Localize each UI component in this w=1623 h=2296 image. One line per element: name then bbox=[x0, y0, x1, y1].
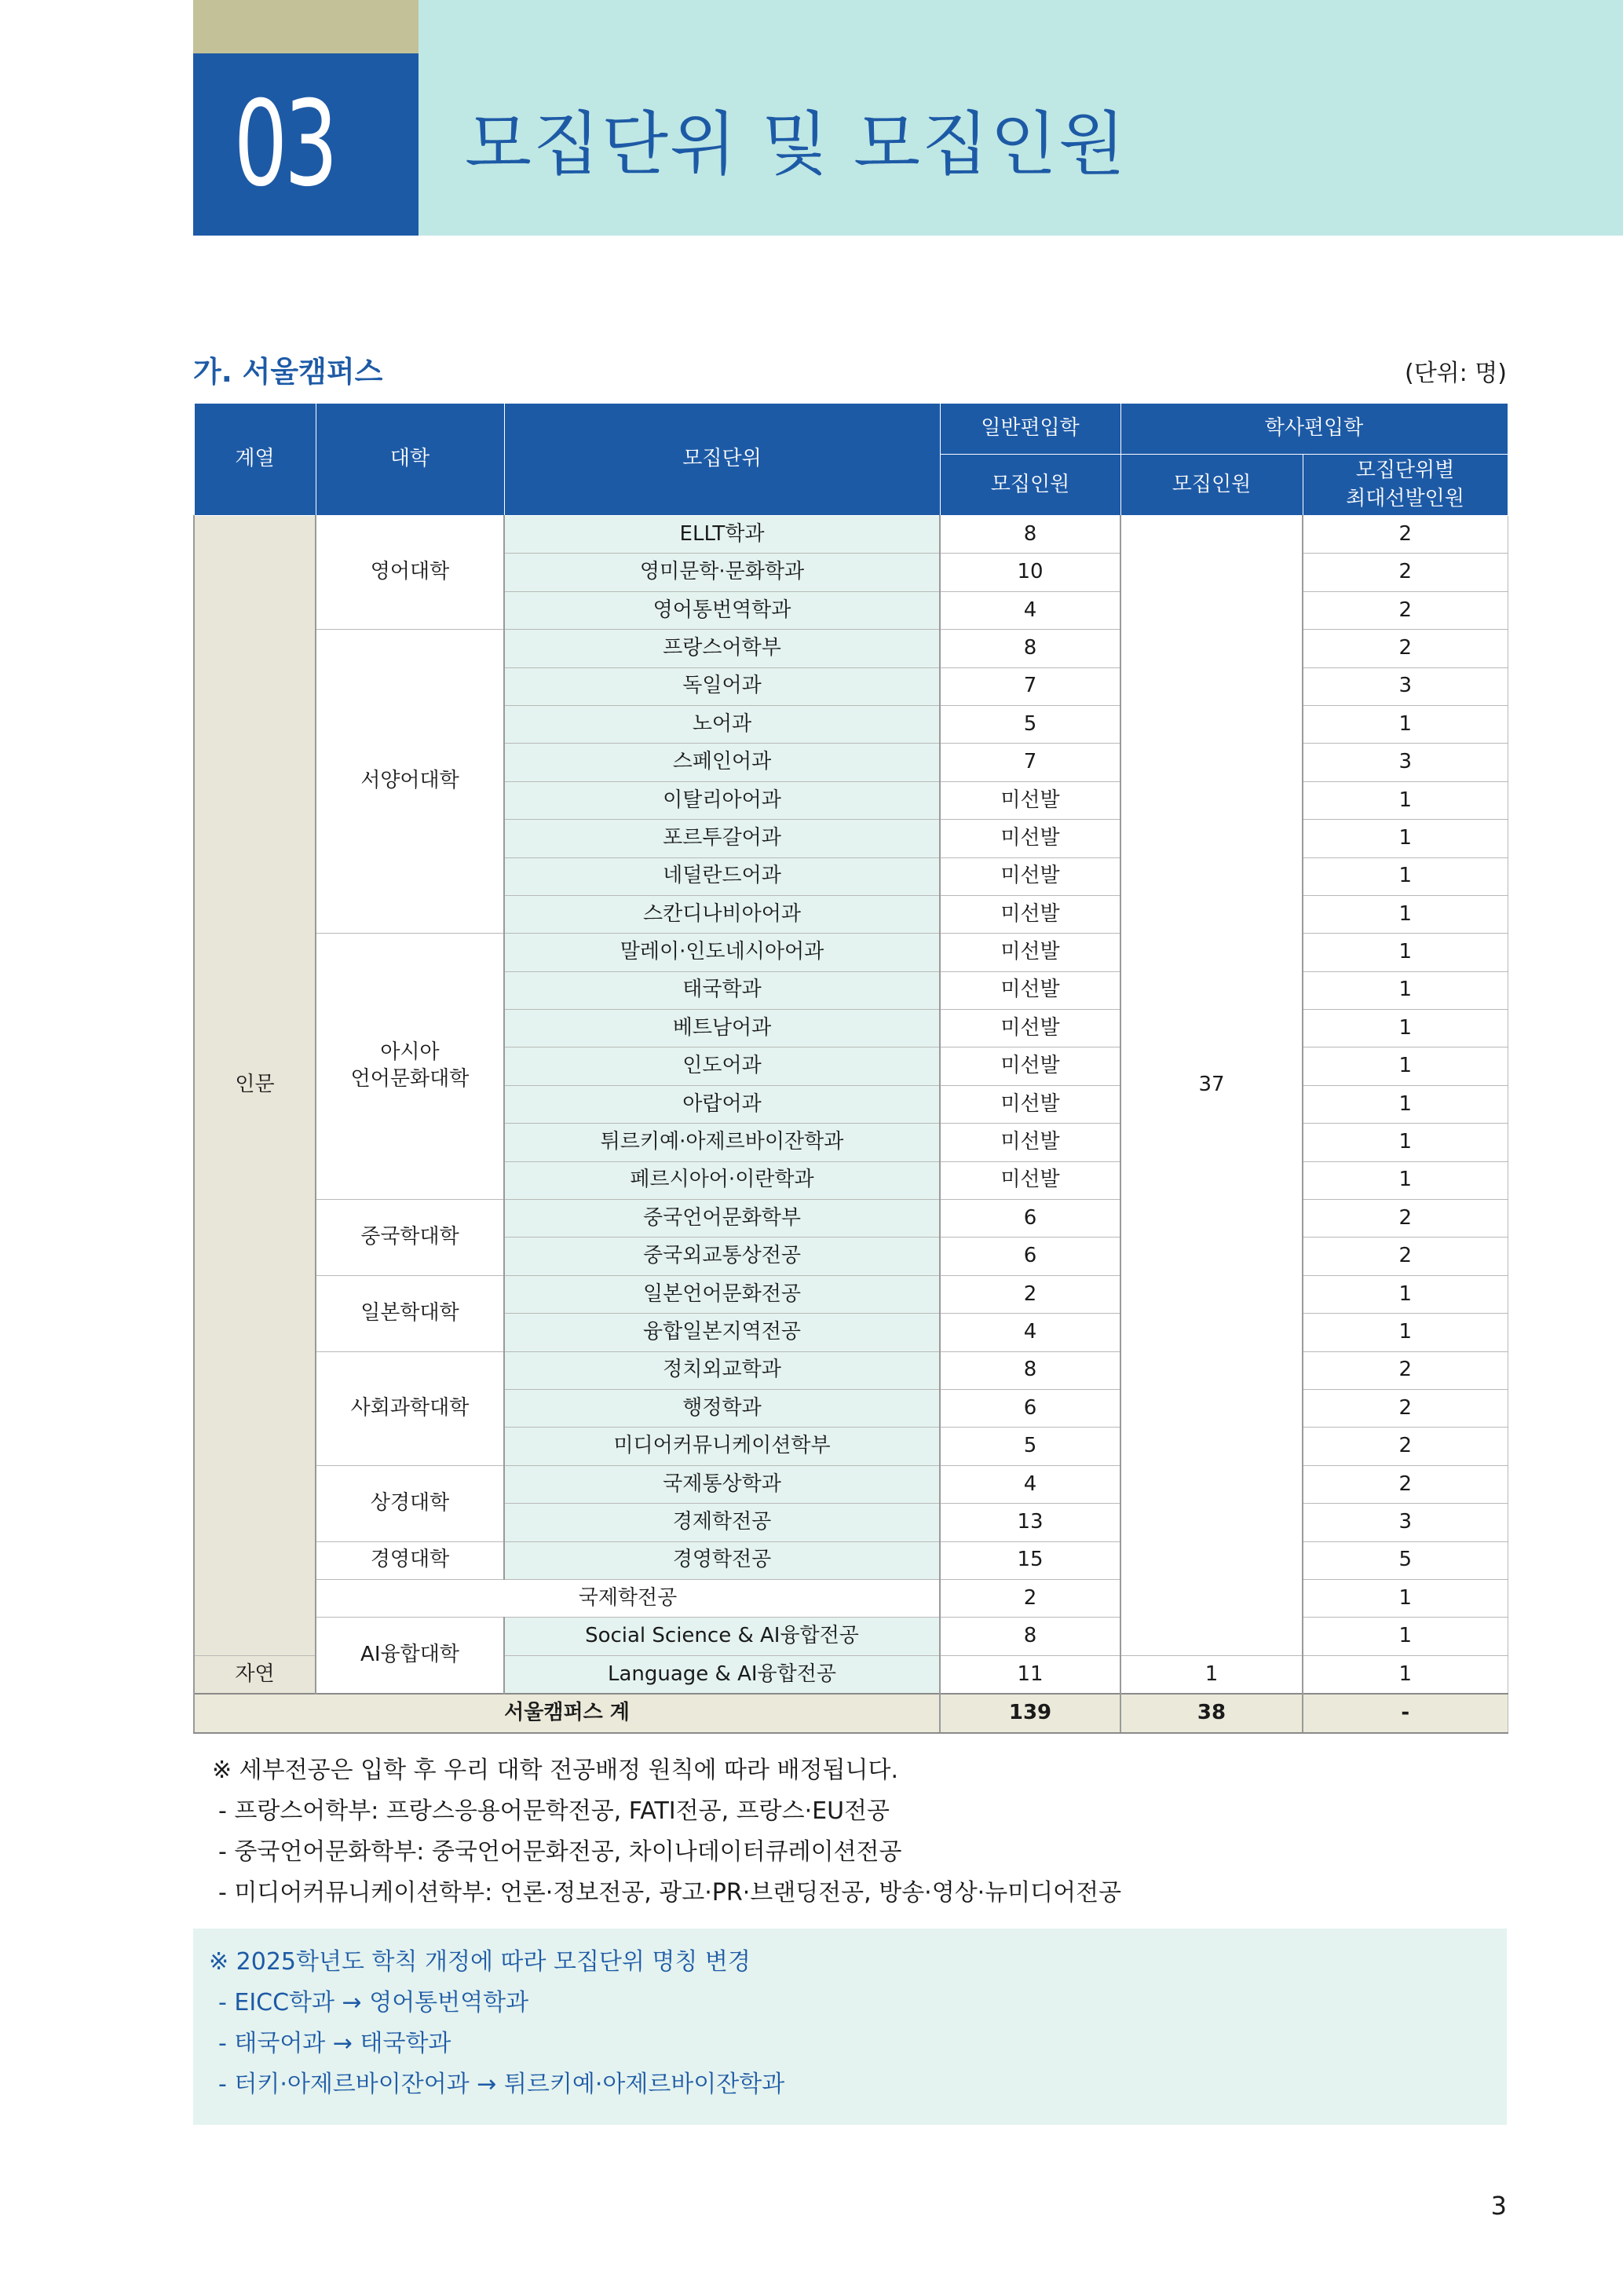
general-quota-cell: 13 bbox=[940, 1504, 1120, 1541]
general-quota-cell: 미선발 bbox=[940, 1161, 1120, 1199]
general-quota-cell: 6 bbox=[940, 1238, 1120, 1275]
unit-cell: 프랑스어학부 bbox=[504, 630, 940, 667]
max-per-unit-cell: 1 bbox=[1303, 895, 1508, 933]
general-quota-cell: 미선발 bbox=[940, 1010, 1120, 1047]
max-per-unit-cell: 1 bbox=[1303, 781, 1508, 819]
unit-cell: 이탈리아어과 bbox=[504, 781, 940, 819]
general-quota-cell: 미선발 bbox=[940, 1085, 1120, 1123]
header-max-per-unit: 모집단위별 최대선발인원 bbox=[1303, 455, 1508, 516]
college-cell: 상경대학 bbox=[316, 1465, 504, 1541]
max-per-unit-cell: 1 bbox=[1303, 1275, 1508, 1313]
header-general-quota: 모집인원 bbox=[940, 455, 1120, 516]
max-per-unit-cell: 1 bbox=[1303, 971, 1508, 1009]
unit-cell: 아랍어과 bbox=[504, 1085, 940, 1123]
unit-cell: 국제통상학과 bbox=[504, 1465, 940, 1503]
unit-cell: 독일어과 bbox=[504, 667, 940, 705]
unit-cell: 인도어과 bbox=[504, 1047, 940, 1085]
college-cell: 중국학대학 bbox=[316, 1200, 504, 1276]
general-quota-cell: 4 bbox=[940, 1314, 1120, 1351]
max-per-unit-cell: 2 bbox=[1303, 1428, 1508, 1465]
general-quota-cell: 8 bbox=[940, 1351, 1120, 1389]
max-per-unit-cell: 3 bbox=[1303, 744, 1508, 781]
bachelor-quota-cell: 1 bbox=[1120, 1655, 1303, 1694]
general-quota-cell: 2 bbox=[940, 1579, 1120, 1617]
general-quota-cell: 6 bbox=[940, 1389, 1120, 1427]
unit-cell: 행정학과 bbox=[504, 1389, 940, 1427]
max-per-unit-cell: 5 bbox=[1303, 1541, 1508, 1579]
general-quota-cell: 6 bbox=[940, 1200, 1120, 1238]
max-per-unit-cell: 2 bbox=[1303, 630, 1508, 667]
header-category: 계열 bbox=[194, 404, 316, 516]
total-general: 139 bbox=[940, 1694, 1120, 1732]
table-row bbox=[194, 1351, 1508, 1389]
total-bachelor: 38 bbox=[1120, 1694, 1303, 1732]
general-quota-cell: 10 bbox=[940, 554, 1120, 591]
max-per-unit-cell: 2 bbox=[1303, 1238, 1508, 1275]
notes-box-line: - 터키·아제르바이잔어과 → 튀르키예·아제르바이잔학과 bbox=[218, 2071, 785, 2098]
table-row bbox=[194, 516, 1508, 554]
category-cell: 자연 bbox=[194, 1655, 316, 1694]
unit-cell: 튀르키예·아제르바이잔학과 bbox=[504, 1124, 940, 1161]
table-row bbox=[194, 630, 1508, 667]
max-per-unit-cell: 2 bbox=[1303, 591, 1508, 629]
header-bachelor-quota: 모집인원 bbox=[1120, 455, 1303, 516]
unit-cell: 국제학전공 bbox=[316, 1579, 940, 1617]
quota-table bbox=[193, 403, 1508, 1734]
total-row bbox=[194, 1694, 1508, 1732]
table-row bbox=[194, 1200, 1508, 1238]
max-per-unit-cell: 1 bbox=[1303, 1618, 1508, 1655]
general-quota-cell: 8 bbox=[940, 1618, 1120, 1655]
unit-cell: 스페인어과 bbox=[504, 744, 940, 781]
general-quota-cell: 미선발 bbox=[940, 781, 1120, 819]
category-cell: 인문 bbox=[194, 516, 316, 1656]
general-quota-cell: 8 bbox=[940, 516, 1120, 554]
general-quota-cell: 미선발 bbox=[940, 1047, 1120, 1085]
header-general-transfer: 일반편입학 bbox=[940, 404, 1120, 455]
unit-cell: Language & AI융합전공 bbox=[504, 1655, 940, 1694]
max-per-unit-cell: 2 bbox=[1303, 1351, 1508, 1389]
max-per-unit-cell: 1 bbox=[1303, 820, 1508, 857]
general-quota-cell: 미선발 bbox=[940, 857, 1120, 895]
unit-cell: 정치외교학과 bbox=[504, 1351, 940, 1389]
section-title: 가. 서울캠퍼스 bbox=[193, 355, 383, 389]
total-max: - bbox=[1303, 1694, 1508, 1732]
note-line: - 미디어커뮤니케이션학부: 언론·정보전공, 광고·PR·브랜딩전공, 방송·영상·뉴미디어전공 bbox=[218, 1879, 1122, 1907]
unit-cell: 태국학과 bbox=[504, 971, 940, 1009]
notes-box-line: - EICC학과 → 영어통번역학과 bbox=[218, 1989, 529, 2016]
general-quota-cell: 4 bbox=[940, 591, 1120, 629]
college-cell: 서양어대학 bbox=[316, 630, 504, 934]
college-cell: 사회과학대학 bbox=[316, 1351, 504, 1465]
table-row bbox=[194, 934, 1508, 971]
general-quota-cell: 15 bbox=[940, 1541, 1120, 1579]
max-per-unit-cell: 1 bbox=[1303, 1161, 1508, 1199]
note-line: ※ 세부전공은 입학 후 우리 대학 전공배정 원칙에 따라 배정됩니다. bbox=[212, 1757, 898, 1784]
unit-cell: 말레이·인도네시아어과 bbox=[504, 934, 940, 971]
college-cell: 일본학대학 bbox=[316, 1275, 504, 1351]
max-per-unit-cell: 2 bbox=[1303, 1389, 1508, 1427]
max-per-unit-cell: 1 bbox=[1303, 1085, 1508, 1123]
unit-cell: 네덜란드어과 bbox=[504, 857, 940, 895]
table-row bbox=[194, 1618, 1508, 1655]
unit-cell: ELLT학과 bbox=[504, 516, 940, 554]
max-per-unit-cell: 3 bbox=[1303, 1504, 1508, 1541]
table-row bbox=[194, 1541, 1508, 1579]
unit-cell: Social Science & AI융합전공 bbox=[504, 1618, 940, 1655]
header-accent-bar bbox=[193, 0, 419, 53]
college-cell: 영어대학 bbox=[316, 516, 504, 630]
max-per-unit-cell: 1 bbox=[1303, 1314, 1508, 1351]
total-label: 서울캠퍼스 계 bbox=[194, 1694, 940, 1732]
max-per-unit-cell: 1 bbox=[1303, 1124, 1508, 1161]
unit-cell: 영미문학·문화학과 bbox=[504, 554, 940, 591]
unit-cell: 미디어커뮤니케이션학부 bbox=[504, 1428, 940, 1465]
college-cell: AI융합대학 bbox=[316, 1618, 504, 1694]
general-quota-cell: 5 bbox=[940, 705, 1120, 743]
general-quota-cell: 미선발 bbox=[940, 895, 1120, 933]
general-quota-cell: 미선발 bbox=[940, 1124, 1120, 1161]
max-per-unit-cell: 1 bbox=[1303, 1655, 1508, 1694]
general-quota-cell: 5 bbox=[940, 1428, 1120, 1465]
page-number: 3 bbox=[1490, 2191, 1507, 2221]
bachelor-quota-cell: 37 bbox=[1120, 516, 1303, 1656]
unit-cell: 경제학전공 bbox=[504, 1504, 940, 1541]
general-quota-cell: 7 bbox=[940, 744, 1120, 781]
general-quota-cell: 7 bbox=[940, 667, 1120, 705]
general-quota-cell: 미선발 bbox=[940, 820, 1120, 857]
table-row bbox=[194, 1465, 1508, 1503]
college-cell: 아시아 언어문화대학 bbox=[316, 934, 504, 1200]
page-title: 모집단위 및 모집인원 bbox=[465, 104, 1128, 185]
max-per-unit-cell: 1 bbox=[1303, 1579, 1508, 1617]
general-quota-cell: 미선발 bbox=[940, 934, 1120, 971]
unit-cell: 중국외교통상전공 bbox=[504, 1238, 940, 1275]
max-per-unit-cell: 1 bbox=[1303, 705, 1508, 743]
max-per-unit-cell: 2 bbox=[1303, 554, 1508, 591]
unit-cell: 노어과 bbox=[504, 705, 940, 743]
unit-cell: 영어통번역학과 bbox=[504, 591, 940, 629]
general-quota-cell: 8 bbox=[940, 630, 1120, 667]
max-per-unit-cell: 2 bbox=[1303, 1200, 1508, 1238]
header-unit: 모집단위 bbox=[504, 404, 940, 516]
note-line: - 프랑스어학부: 프랑스응용어문학전공, FATI전공, 프랑스·EU전공 bbox=[218, 1797, 890, 1825]
general-quota-cell: 11 bbox=[940, 1655, 1120, 1694]
header-college: 대학 bbox=[316, 404, 504, 516]
header-bachelor-transfer: 학사편입학 bbox=[1120, 404, 1508, 455]
max-per-unit-cell: 1 bbox=[1303, 857, 1508, 895]
college-cell: 경영대학 bbox=[316, 1541, 504, 1579]
unit-cell: 일본언어문화전공 bbox=[504, 1275, 940, 1313]
general-quota-cell: 2 bbox=[940, 1275, 1120, 1313]
max-per-unit-cell: 2 bbox=[1303, 1465, 1508, 1503]
unit-cell: 경영학전공 bbox=[504, 1541, 940, 1579]
general-quota-cell: 4 bbox=[940, 1465, 1120, 1503]
unit-cell: 포르투갈어과 bbox=[504, 820, 940, 857]
max-per-unit-cell: 1 bbox=[1303, 1047, 1508, 1085]
unit-cell: 융합일본지역전공 bbox=[504, 1314, 940, 1351]
table-row bbox=[194, 1579, 1508, 1617]
unit-note: (단위: 명) bbox=[1405, 360, 1507, 387]
unit-cell: 페르시아어·이란학과 bbox=[504, 1161, 940, 1199]
unit-cell: 중국언어문화학부 bbox=[504, 1200, 940, 1238]
unit-cell: 스칸디나비아어과 bbox=[504, 895, 940, 933]
table-row bbox=[194, 1275, 1508, 1313]
notes-box-line: ※ 2025학년도 학칙 개정에 따라 모집단위 명칭 변경 bbox=[209, 1948, 751, 1976]
max-per-unit-cell: 2 bbox=[1303, 516, 1508, 554]
note-line: - 중국언어문화학부: 중국언어문화전공, 차이나데이터큐레이션전공 bbox=[218, 1838, 902, 1866]
general-quota-cell: 미선발 bbox=[940, 971, 1120, 1009]
notes-box-line: - 태국어과 → 태국학과 bbox=[218, 2030, 451, 2057]
chapter-number: 03 bbox=[193, 53, 419, 236]
max-per-unit-cell: 1 bbox=[1303, 934, 1508, 971]
max-per-unit-cell: 3 bbox=[1303, 667, 1508, 705]
max-per-unit-cell: 1 bbox=[1303, 1010, 1508, 1047]
unit-cell: 베트남어과 bbox=[504, 1010, 940, 1047]
